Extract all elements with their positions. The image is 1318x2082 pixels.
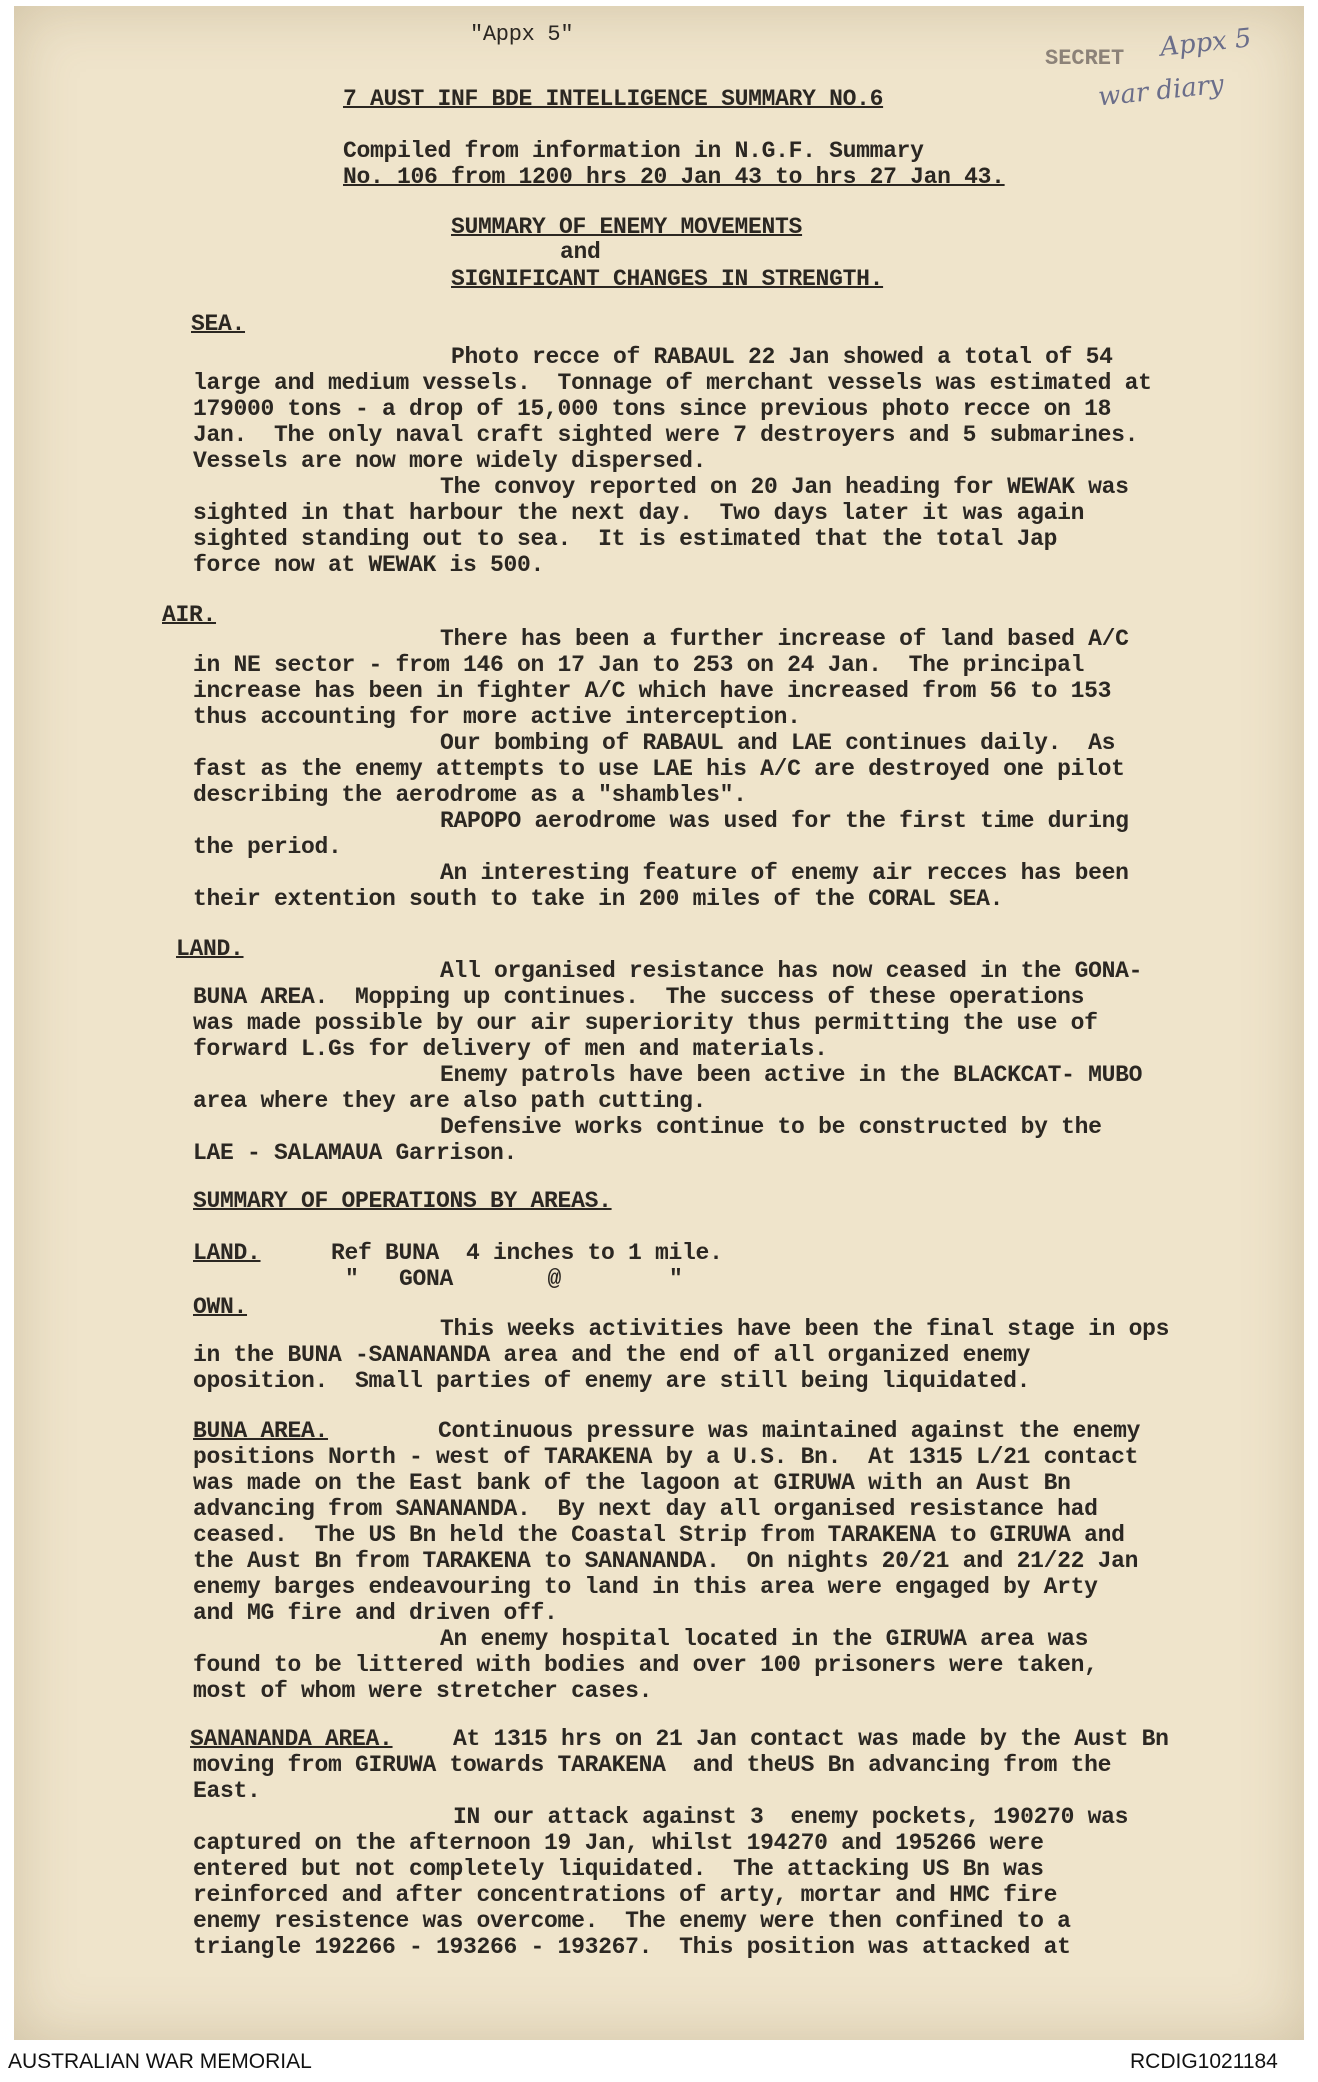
air-line: There has been a further increase of land based A/C (440, 626, 1129, 652)
buna-line: was made on the East bank of the lagoon at GIRUWA with an Aust Bn (193, 1470, 1071, 1496)
buna-line: enemy barges endeavouring to land in this area were engaged by Arty (193, 1574, 1098, 1600)
land-line: Defensive works continue to be constructed by the (440, 1114, 1102, 1140)
section-title-1: SUMMARY OF ENEMY MOVEMENTS (451, 214, 803, 240)
land-line: forward L.Gs for delivery of men and materials. (193, 1036, 828, 1062)
sananda-line: reinforced and after concentrations of arty, mortar and HMC fire (193, 1882, 1058, 1908)
land-heading: LAND. (176, 936, 244, 962)
sananda-line: entered but not completely liquidated. The attacking US Bn was (193, 1856, 1044, 1882)
appendix-label: "Appx 5" (470, 22, 574, 47)
air-line: fast as the enemy attempts to use LAE his A/C are destroyed one pilot (193, 756, 1125, 782)
own-heading: OWN. (193, 1294, 248, 1320)
sea-line: 179000 tons - a drop of 15,000 tons since previous photo recce on 18 (193, 396, 1112, 422)
own-line: oposition. Small parties of enemy are still being liquidated. (193, 1368, 1031, 1394)
sananda-line: captured on the afternoon 19 Jan, whilst 194270 and 195266 were (193, 1830, 1044, 1856)
land-ops-heading: LAND. (193, 1240, 261, 1266)
air-line: An interesting feature of enemy air recces has been (440, 860, 1129, 886)
section-title-2: SIGNIFICANT CHANGES IN STRENGTH. (451, 266, 884, 292)
sea-line: Vessels are now more widely dispersed. (193, 448, 707, 474)
sananda-line: East. (193, 1778, 261, 1804)
air-line: thus accounting for more active interception. (193, 704, 801, 730)
handwritten-appx: Appx 5 (1158, 23, 1253, 63)
buna-line: the Aust Bn from TARAKENA to SANANANDA. On nights 20/21 and 21/22 Jan (193, 1548, 1139, 1574)
buna-line: most of whom were stretcher cases. (193, 1678, 653, 1704)
map-reference-line-1: Ref BUNA 4 inches to 1 mile. (331, 1240, 723, 1266)
land-line: All organised resistance has now ceased in the GONA- (440, 958, 1143, 984)
air-line: their extention south to take in 200 miles of the CORAL SEA. (193, 886, 1004, 912)
buna-line: ceased. The US Bn held the Coastal Strip from TARAKENA to GIRUWA and (193, 1522, 1125, 1548)
buna-line: An enemy hospital located in the GIRUWA area was (440, 1626, 1089, 1652)
air-line: in NE sector - from 146 on 17 Jan to 253 on 24 Jan. The principal (193, 652, 1085, 678)
sea-line: sighted in that harbour the next day. Two days later it was again (193, 500, 1085, 526)
sananda-line: IN our attack against 3 enemy pockets, 190270 was (453, 1804, 1129, 1830)
security-stamp: SECRET (1045, 46, 1125, 71)
buna-line: Continuous pressure was maintained against the enemy (438, 1418, 1141, 1444)
footer-record-id: RCDIG1021184 (1130, 2050, 1278, 2073)
sea-line: Jan. The only naval craft sighted were 7 destroyers and 5 submarines. (193, 422, 1139, 448)
sea-line: large and medium vessels. Tonnage of merchant vessels was estimated at (193, 370, 1152, 396)
sananda-line: moving from GIRUWA towards TARAKENA and theUS Bn advancing from the (193, 1752, 1112, 1778)
buna-line: and MG fire and driven off. (193, 1600, 558, 1626)
compiled-line-2: No. 106 from 1200 hrs 20 Jan 43 to hrs 27 Jan 43. (343, 164, 1005, 190)
sananda-heading: SANANANDA AREA. (190, 1726, 393, 1752)
air-line: describing the aerodrome as a "shambles". (193, 782, 747, 808)
operations-heading: SUMMARY OF OPERATIONS BY AREAS. (193, 1188, 612, 1214)
sea-line: Photo recce of RABAUL 22 Jan showed a total of 54 (451, 344, 1113, 370)
footer-institution: AUSTRALIAN WAR MEMORIAL (8, 2050, 312, 2073)
air-line: the period. (193, 834, 342, 860)
sea-line: The convoy reported on 20 Jan heading for WEWAK was (440, 474, 1129, 500)
page-title: 7 AUST INF BDE INTELLIGENCE SUMMARY NO.6 (343, 86, 884, 112)
buna-line: positions North - west of TARAKENA by a U.S. Bn. At 1315 L/21 contact (193, 1444, 1139, 1470)
sananda-line: At 1315 hrs on 21 Jan contact was made by the Aust Bn (453, 1726, 1169, 1752)
section-title-and: and (560, 239, 601, 265)
sananda-line: triangle 192266 - 193266 - 193267. This position was attacked at (193, 1934, 1071, 1960)
buna-line: found to be littered with bodies and over 100 prisoners were taken, (193, 1652, 1098, 1678)
air-line: Our bombing of RABAUL and LAE continues daily. As (440, 730, 1116, 756)
handwritten-war-diary: war diary (1096, 69, 1226, 113)
air-heading: AIR. (162, 602, 217, 628)
buna-line: advancing from SANANANDA. By next day all organised resistance had (193, 1496, 1098, 1522)
air-line: increase has been in fighter A/C which have increased from 56 to 153 (193, 678, 1112, 704)
land-line: BUNA AREA. Mopping up continues. The success of these operations (193, 984, 1085, 1010)
sananda-line: enemy resistence was overcome. The enemy were then confined to a (193, 1908, 1071, 1934)
sea-line: sighted standing out to sea. It is estimated that the total Jap (193, 526, 1058, 552)
own-line: This weeks activities have been the final stage in ops (440, 1316, 1170, 1342)
air-line: RAPOPO aerodrome was used for the first time during (440, 808, 1129, 834)
sea-line: force now at WEWAK is 500. (193, 552, 545, 578)
map-reference-line-2: " GONA @ " (345, 1266, 683, 1292)
land-line: was made possible by our air superiority thus permitting the use of (193, 1010, 1098, 1036)
sea-heading: SEA. (191, 311, 246, 337)
land-line: LAE - SALAMAUA Garrison. (193, 1140, 518, 1166)
compiled-line-1: Compiled from information in N.G.F. Summary (343, 138, 924, 164)
land-line: area where they are also path cutting. (193, 1088, 707, 1114)
own-line: in the BUNA -SANANANDA area and the end of all organized enemy (193, 1342, 1031, 1368)
land-line: Enemy patrols have been active in the BLACKCAT- MUBO (440, 1062, 1143, 1088)
buna-heading: BUNA AREA. (193, 1418, 329, 1444)
